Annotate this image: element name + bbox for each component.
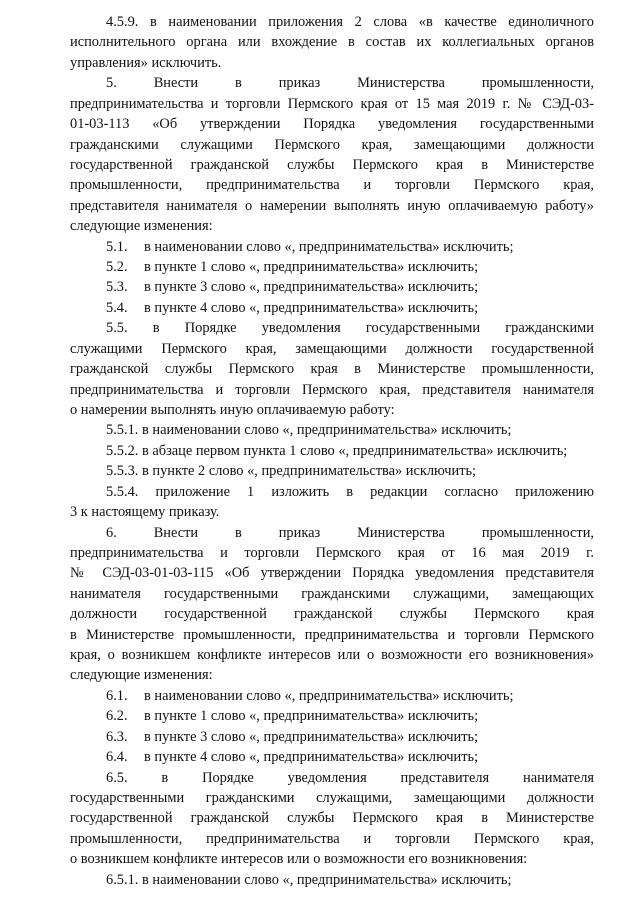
item-text: в пункте 1 слово «, предпринимательства» исключить; [144, 259, 479, 275]
text-line: 5.5.4. приложение 1 изложить в редакции согласно приложению [106, 483, 594, 500]
list-item [106, 686, 594, 706]
item-number: 6.3. [106, 728, 128, 745]
text-line: предпринимательства и торговли Пермского края от 16 мая 2019 г. [70, 544, 594, 561]
item-text: в пункте 4 слово «, предпринимательства» исключить; [144, 299, 479, 316]
item-number: 5.3. [106, 279, 128, 296]
text-line: о возникшем конфликте интересов или о возможности его возникновения: [70, 851, 528, 868]
item-text: в пункте 3 слово «, предпринимательства» исключить; [144, 728, 479, 745]
list-item [106, 237, 594, 257]
item-number: 6.2. [106, 708, 128, 725]
text-line: № СЭД-03-01-03-115 «Об утверждении Порядка уведомления представителя [70, 565, 594, 582]
text-line: следующие изменения: [70, 218, 213, 235]
text-line: в Министерстве промышленности, предпринимательства и торговли Пермского [70, 626, 594, 643]
text-line: государственными гражданскими служащими, замещающими должности [70, 789, 594, 806]
item-number: 6.1. [106, 687, 128, 704]
text-line: должности государственной гражданской службы Пермского края [70, 606, 594, 623]
item-number: 5.2. [106, 259, 128, 275]
text-line: исполнительного органа или вхождение в состав их коллегиальных органов [70, 34, 594, 51]
text-line: 6. Внести в приказ Министерства промышленности, [106, 524, 594, 541]
text-line: 3 к настоящему приказу. [70, 504, 220, 520]
text-line: представителя нанимателя о намерении выполнять иную оплачиваемую работу» [70, 197, 594, 214]
list-item [106, 706, 594, 726]
text-line: промышленности, предпринимательства и торговли Пермского края, [70, 177, 594, 194]
text-line: 5.5. в Порядке уведомления государственными гражданскими [106, 320, 594, 337]
text-line: предпринимательства и торговли Пермского края от 15 мая 2019 г. № СЭД-03- [70, 95, 594, 112]
item-text: в пункте 4 слово «, предпринимательства» исключить; [144, 749, 479, 766]
item-text: в наименовании слово «, предпринимательства» исключить; [144, 238, 514, 255]
text-line: 6.5.1. в наименовании слово «, предпринимательства» исключить; [106, 871, 512, 888]
text-line: 5. Внести в приказ Министерства промышленности, [106, 75, 594, 92]
text-line: 6.5. в Порядке уведомления представителя нанимателя [106, 769, 594, 786]
item-number: 6.4. [106, 749, 128, 766]
list-item [106, 277, 594, 297]
text-line: нанимателя государственными гражданскими служащими, замещающих [70, 585, 594, 602]
item-number: 5.1. [106, 238, 128, 255]
text-line: служащими Пермского края, замещающими должности государственной [70, 340, 594, 357]
text-line: о намерении выполнять иную оплачиваемую работу: [70, 402, 395, 418]
text-line: государственной гражданской службы Пермского края в Министерстве [70, 156, 594, 173]
list-item [106, 727, 594, 747]
text-line: края, о возникшем конфликте интересов или о возможности его возникновения» [70, 647, 594, 663]
list-item [106, 257, 594, 277]
text-line: 5.5.2. в абзаце первом пункта 1 слово «, предпринимательства» исключить; [106, 442, 568, 459]
list-item [106, 298, 594, 318]
text-line: гражданскими служащими Пермского края, замещающими должности [70, 136, 594, 153]
text-line: управления» исключить. [70, 54, 222, 71]
text-line: 5.5.1. в наименовании слово «, предпринимательства» исключить; [106, 422, 512, 439]
item-text: в пункте 3 слово «, предпринимательства» исключить; [144, 279, 479, 296]
text-line: 01-03-113 «Об утверждении Порядка уведомления государственными [70, 116, 594, 133]
text-line: 4.5.9. в наименовании приложения 2 слова «в качестве единоличного [106, 14, 594, 30]
list-item [106, 747, 594, 767]
text-line: промышленности, предпринимательства и торговли Пермского края, [70, 830, 594, 847]
text-line: государственной гражданской службы Пермского края в Министерстве [70, 810, 594, 827]
item-text: в пункте 1 слово «, предпринимательства» исключить; [144, 708, 479, 725]
item-number: 5.4. [106, 299, 128, 316]
item-text: в наименовании слово «, предпринимательства» исключить; [144, 687, 514, 704]
text-line: гражданской службы Пермского края в Министерстве промышленности, [70, 361, 594, 378]
text-line: предпринимательства и торговли Пермского края, представителя нанимателя [70, 381, 594, 398]
text-line: 5.5.3. в пункте 2 слово «, предпринимательства» исключить; [106, 463, 477, 480]
text-line: следующие изменения: [70, 667, 213, 684]
